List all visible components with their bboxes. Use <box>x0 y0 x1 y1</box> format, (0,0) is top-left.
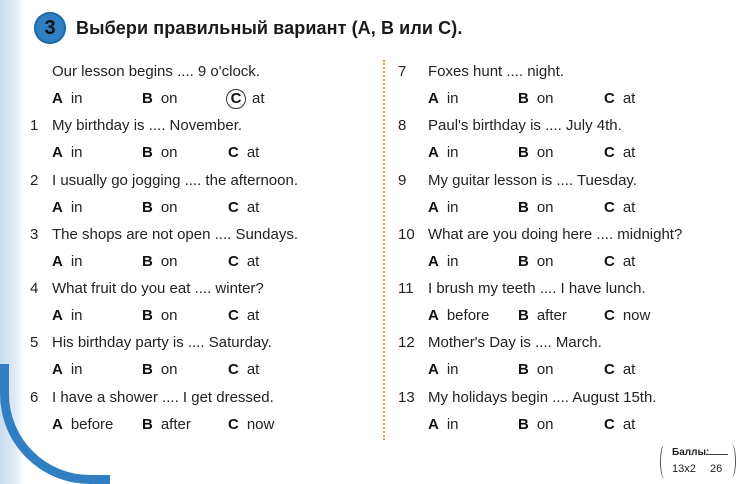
question-item <box>30 275 375 329</box>
option-word: on <box>160 361 178 379</box>
question-text: Paul's birthday is .... July 4th. <box>428 117 622 135</box>
option-letter: C <box>604 361 615 379</box>
option-letter: C <box>604 307 615 325</box>
option-letter: A <box>52 90 63 107</box>
option-word: in <box>446 198 459 216</box>
question-line <box>398 275 718 302</box>
answer-option-c[interactable] <box>604 144 674 161</box>
option-letter: B <box>142 90 153 107</box>
score-blank-line <box>706 454 728 455</box>
question-text: Mother's Day is .... March. <box>428 334 602 352</box>
question-text: I have a shower .... I get dressed. <box>52 388 274 406</box>
answer-options <box>30 411 375 438</box>
question-text: What are you doing here .... midnight? <box>428 225 683 243</box>
answer-option-b[interactable] <box>518 307 604 324</box>
option-word: at <box>252 90 265 107</box>
option-letter: A <box>52 307 63 325</box>
answer-option-c[interactable] <box>604 307 674 324</box>
answer-option-a[interactable] <box>428 144 518 161</box>
option-letter: C <box>604 415 615 433</box>
question-line <box>398 221 718 248</box>
option-word: in <box>70 144 83 162</box>
option-letter: A <box>428 415 439 433</box>
option-word: at <box>246 361 260 379</box>
score-label: Баллы: <box>672 447 710 458</box>
question-line <box>398 112 718 139</box>
answer-option-a[interactable] <box>428 199 518 216</box>
question-text: I usually go jogging .... the afternoon. <box>52 171 298 189</box>
option-word: on <box>536 252 554 270</box>
option-word: on <box>160 252 178 270</box>
question-line <box>30 384 375 411</box>
option-word: on <box>160 307 178 325</box>
option-word: in <box>446 361 459 379</box>
score-bracket-left <box>660 444 669 479</box>
option-word: on <box>160 90 178 107</box>
option-letter: C <box>604 144 615 162</box>
option-letter: B <box>518 307 529 325</box>
option-letter: B <box>518 415 529 433</box>
question-item <box>30 58 375 112</box>
answer-option-b[interactable] <box>518 361 604 378</box>
question-item <box>398 384 718 438</box>
option-letter: B <box>142 252 153 270</box>
option-letter: A <box>428 307 439 325</box>
answer-option-b[interactable] <box>518 90 604 107</box>
answer-option-a[interactable] <box>52 307 142 324</box>
option-word: in <box>70 198 83 216</box>
option-letter: B <box>142 307 153 325</box>
question-number: 11 <box>398 280 414 298</box>
answer-option-c[interactable] <box>228 144 298 161</box>
option-letter: C <box>604 198 615 216</box>
answer-options <box>30 248 375 275</box>
question-number: 13 <box>398 388 415 406</box>
question-line <box>30 58 375 85</box>
question-text: My guitar lesson is .... Tuesday. <box>428 171 637 189</box>
option-letter: A <box>428 252 439 270</box>
option-letter: C <box>604 90 615 107</box>
option-letter: B <box>142 415 153 433</box>
question-text: My birthday is .... November. <box>52 117 243 135</box>
option-letter: C <box>228 361 239 379</box>
option-letter: B <box>142 361 153 379</box>
option-word: on <box>536 361 554 379</box>
question-item <box>398 167 718 221</box>
answer-option-a[interactable] <box>428 416 518 433</box>
option-word: in <box>70 90 83 107</box>
answer-options <box>398 356 718 383</box>
option-letter: B <box>142 198 153 216</box>
option-word: at <box>622 415 636 433</box>
question-number: 8 <box>398 117 407 135</box>
option-letter: A <box>52 144 63 162</box>
answer-options <box>30 356 375 383</box>
answer-option-b[interactable] <box>142 199 228 216</box>
answer-option-a[interactable] <box>52 144 142 161</box>
option-word: now <box>622 307 651 325</box>
option-letter: C <box>228 144 239 162</box>
option-word: at <box>622 198 636 216</box>
option-word: at <box>622 90 636 107</box>
option-letter: B <box>518 252 529 270</box>
answer-options <box>30 85 375 112</box>
question-number: 9 <box>398 171 407 189</box>
answer-option-c[interactable] <box>604 416 674 433</box>
answer-option-b[interactable] <box>518 144 604 161</box>
question-line <box>30 221 375 248</box>
answer-option-c[interactable] <box>228 307 298 324</box>
answer-options <box>398 194 718 221</box>
option-word: in <box>70 361 83 379</box>
answer-options <box>30 139 375 166</box>
score-total: 26 <box>710 463 723 475</box>
answer-option-b[interactable] <box>142 90 228 107</box>
answer-option-a[interactable] <box>52 361 142 378</box>
answer-option-c[interactable] <box>228 89 298 109</box>
option-letter: A <box>428 198 439 216</box>
question-line <box>30 112 375 139</box>
question-line <box>30 167 375 194</box>
option-letter: A <box>428 144 439 162</box>
option-letter: A <box>52 252 63 270</box>
option-word: at <box>246 252 260 270</box>
answer-option-b[interactable] <box>142 307 228 324</box>
answer-option-b[interactable] <box>518 253 604 270</box>
option-letter: A <box>428 90 439 107</box>
answer-options <box>30 194 375 221</box>
answer-option-c[interactable] <box>228 253 298 270</box>
question-item <box>30 167 375 221</box>
answer-option-b[interactable] <box>518 199 604 216</box>
option-word: in <box>446 144 459 162</box>
option-letter: A <box>52 361 63 379</box>
question-item <box>30 329 375 383</box>
left-question-column <box>30 58 375 438</box>
answer-option-c[interactable] <box>604 253 674 270</box>
answer-option-b[interactable] <box>142 416 228 433</box>
option-word: at <box>246 144 260 162</box>
score-bracket-right <box>727 444 736 478</box>
answer-option-a[interactable] <box>52 199 142 216</box>
question-text: Foxes hunt .... night. <box>428 63 564 80</box>
option-word: in <box>446 415 459 433</box>
answer-option-a[interactable] <box>52 416 142 433</box>
question-item <box>30 384 375 438</box>
question-text: His birthday party is .... Saturday. <box>52 334 272 352</box>
option-letter: A <box>52 198 63 216</box>
option-word: on <box>536 144 554 162</box>
right-question-column <box>398 58 718 438</box>
answer-options <box>398 85 718 112</box>
score-box <box>660 444 736 480</box>
exercise-title: Выбери правильный вариант (A, B или C). <box>76 17 463 38</box>
question-text: The shops are not open .... Sundays. <box>52 225 298 243</box>
option-letter: C <box>228 198 239 216</box>
option-letter: B <box>142 144 153 162</box>
option-word: at <box>246 198 260 216</box>
question-item <box>398 329 718 383</box>
question-number: 6 <box>30 388 39 406</box>
answer-option-a[interactable] <box>52 90 142 107</box>
option-letter: A <box>52 415 63 433</box>
option-word: on <box>160 144 178 162</box>
question-item <box>398 275 718 329</box>
option-letter: B <box>518 198 529 216</box>
answer-option-c[interactable] <box>604 361 674 378</box>
question-item <box>398 58 718 112</box>
answer-option-b[interactable] <box>142 253 228 270</box>
question-line <box>398 329 718 356</box>
question-number: 5 <box>30 334 39 352</box>
question-line <box>398 167 718 194</box>
question-number: 10 <box>398 225 415 243</box>
answer-option-a[interactable] <box>428 253 518 270</box>
answer-option-a[interactable] <box>428 90 518 107</box>
option-letter: C <box>228 307 239 325</box>
option-word: at <box>622 361 636 379</box>
option-word: on <box>536 90 554 107</box>
option-word: at <box>622 252 636 270</box>
option-word: in <box>446 90 459 107</box>
answer-options <box>30 302 375 329</box>
option-letter: C <box>228 252 239 270</box>
question-number: 1 <box>30 117 39 135</box>
option-letter: B <box>518 361 529 379</box>
answer-option-c[interactable] <box>604 90 674 107</box>
question-text: What fruit do you eat .... winter? <box>52 280 264 298</box>
question-number: 7 <box>398 63 407 80</box>
answer-option-b[interactable] <box>142 144 228 161</box>
question-number: 12 <box>398 334 415 352</box>
score-formula: 13x2 <box>672 463 696 475</box>
answer-option-a[interactable] <box>428 307 518 324</box>
option-letter: B <box>518 144 529 162</box>
option-word: before <box>446 307 490 325</box>
question-item <box>30 221 375 275</box>
option-word: after <box>160 415 191 433</box>
option-word: before <box>70 415 114 433</box>
answer-option-b[interactable] <box>518 416 604 433</box>
option-letter: C <box>604 252 615 270</box>
question-line <box>30 329 375 356</box>
column-divider <box>383 60 385 440</box>
option-word: in <box>70 252 83 270</box>
answer-option-a[interactable] <box>428 361 518 378</box>
answer-options <box>398 302 718 329</box>
question-item <box>30 112 375 166</box>
circled-option-letter: C <box>226 89 246 109</box>
question-line <box>30 275 375 302</box>
question-text: I brush my teeth .... I have lunch. <box>428 280 646 298</box>
question-item <box>398 221 718 275</box>
answer-option-c[interactable] <box>228 199 298 216</box>
answer-option-c[interactable] <box>228 361 298 378</box>
option-letter: A <box>428 361 439 379</box>
exercise-number-badge: 3 <box>34 12 66 44</box>
answer-option-c[interactable] <box>228 416 298 433</box>
option-word: on <box>160 198 178 216</box>
option-word: on <box>536 198 554 216</box>
option-word: at <box>246 307 260 325</box>
option-word: after <box>536 307 567 325</box>
answer-options <box>398 411 718 438</box>
option-letter: B <box>518 90 529 107</box>
option-word: now <box>246 415 275 433</box>
answer-option-a[interactable] <box>52 253 142 270</box>
question-text: My holidays begin .... August 15th. <box>428 388 657 406</box>
option-word: in <box>70 307 83 325</box>
answer-options <box>398 139 718 166</box>
question-item <box>398 112 718 166</box>
option-word: at <box>622 144 636 162</box>
question-number: 3 <box>30 225 39 243</box>
answer-option-c[interactable] <box>604 199 674 216</box>
answer-option-b[interactable] <box>142 361 228 378</box>
option-word: in <box>446 252 459 270</box>
option-word: on <box>536 415 554 433</box>
exercise-header <box>34 10 462 46</box>
question-line <box>398 58 718 85</box>
question-line <box>398 384 718 411</box>
answer-options <box>398 248 718 275</box>
option-letter: C <box>228 415 239 433</box>
question-number: 4 <box>30 280 39 298</box>
question-text: Our lesson begins .... 9 o'clock. <box>52 63 260 80</box>
question-number: 2 <box>30 171 39 189</box>
